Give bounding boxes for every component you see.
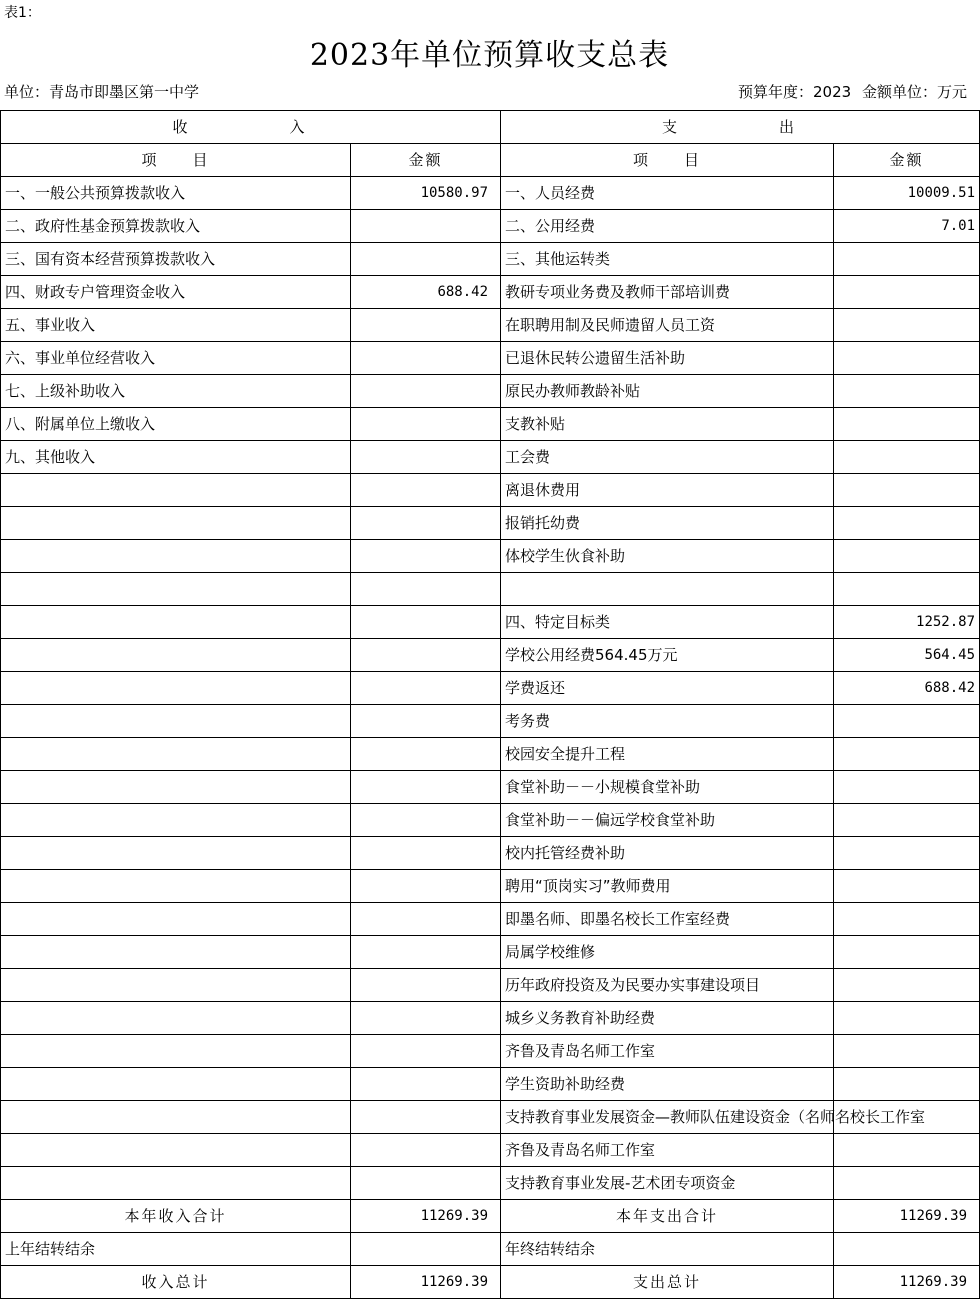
income-item-cell [1,1167,351,1200]
table-row [1,1134,980,1167]
income-item-cell [1,837,351,870]
table-row [1,1101,980,1134]
income-grand-total-value: 11269.39 [351,1266,501,1299]
expense-item-cell: 教研专项业务费及教师干部培训费 [501,276,834,309]
income-amount-cell [351,210,501,243]
income-item-cell [1,804,351,837]
expense-item-cell: 支持教育事业发展资金—教师队伍建设资金（名师名校长工作室 [501,1101,834,1134]
income-amount-cell [351,1167,501,1200]
income-amount-cell [351,738,501,771]
unit-label: 单位：青岛市即墨区第一中学 [4,83,200,101]
income-amount-cell [351,903,501,936]
expense-item-cell: 支教补贴 [501,408,834,441]
expense-item-cell: 报销托幼费 [501,507,834,540]
table-row [1,1068,980,1101]
year-expense-total-label: 本年支出合计 [501,1200,834,1233]
table-row [1,276,980,309]
income-item-cell [1,1101,351,1134]
table-row [1,870,980,903]
expense-amount-cell [834,738,980,771]
expense-grand-total-label: 支出总计 [501,1266,834,1299]
expense-item-cell: 考务费 [501,705,834,738]
income-amount-cell [351,969,501,1002]
expense-amount-cell [834,870,980,903]
amount-unit-label: 金额单位：万元 [861,83,967,101]
income-amount-cell [351,1068,501,1101]
table-row [1,474,980,507]
income-item-cell [1,771,351,804]
table-row [1,969,980,1002]
income-item-cell [1,1002,351,1035]
income-amount-cell: 688.42 [351,276,501,309]
expense-amount-cell [834,375,980,408]
header-row-columns [1,144,980,177]
income-item-cell: 七、上级补助收入 [1,375,351,408]
totals-row [1,1266,980,1299]
income-item-cell [1,903,351,936]
expense-amount-cell [834,408,980,441]
expense-amount-cell [834,243,980,276]
expense-amount-cell [834,441,980,474]
expense-grand-total-value: 11269.39 [834,1266,980,1299]
expense-item-cell: 二、公用经费 [501,210,834,243]
table-row [1,771,980,804]
income-amount-cell [351,507,501,540]
expense-item-cell: 历年政府投资及为民要办实事建设项目 [501,969,834,1002]
income-item-cell [1,606,351,639]
expense-amount-cell: 688.42 [834,672,980,705]
totals-row [1,1233,980,1266]
expense-item-cell: 支持教育事业发展-艺术团专项资金 [501,1167,834,1200]
income-amount-cell [351,408,501,441]
table-row [1,705,980,738]
income-amount-cell [351,441,501,474]
expense-item-cell: 齐鲁及青岛名师工作室 [501,1134,834,1167]
income-amount-cell [351,309,501,342]
header-row-sections [1,111,980,144]
totals-row [1,1200,980,1233]
income-amount-cell: 10580.97 [351,177,501,210]
expense-item-cell: 学费返还 [501,672,834,705]
income-item-cell [1,1068,351,1101]
expense-amount-cell [834,309,980,342]
expense-item-cell: 食堂补助－－偏远学校食堂补助 [501,804,834,837]
budget-meta [732,81,967,102]
income-item-header: 项 目 [1,144,351,177]
income-amount-cell [351,474,501,507]
table-row [1,507,980,540]
income-amount-cell [351,771,501,804]
table-row [1,540,980,573]
carry-in-value [351,1233,501,1266]
table-row [1,903,980,936]
expense-amount-cell [834,1035,980,1068]
income-item-cell: 一、一般公共预算拨款收入 [1,177,351,210]
income-item-cell [1,705,351,738]
expense-amount-cell: 1252.87 [834,606,980,639]
expense-item-cell: 食堂补助－－小规模食堂补助 [501,771,834,804]
income-amount-cell [351,1134,501,1167]
income-amount-cell [351,1035,501,1068]
expense-amount-cell [834,804,980,837]
expense-amount-cell [834,507,980,540]
expense-item-cell [501,573,834,606]
expense-item-cell: 一、人员经费 [501,177,834,210]
expense-item-cell: 学生资助补助经费 [501,1068,834,1101]
income-item-cell: 五、事业收入 [1,309,351,342]
income-item-cell [1,738,351,771]
income-amount-cell [351,837,501,870]
income-amount-cell [351,540,501,573]
table-row [1,738,980,771]
table-row [1,309,980,342]
expense-item-cell: 离退休费用 [501,474,834,507]
carry-out-label: 年终结转结余 [501,1233,834,1266]
table-row [1,210,980,243]
expense-item-cell: 已退休民转公遗留生活补助 [501,342,834,375]
income-item-cell [1,573,351,606]
income-amount-cell [351,573,501,606]
income-item-cell: 九、其他收入 [1,441,351,474]
table-row [1,1167,980,1200]
expense-item-cell: 校内托管经费补助 [501,837,834,870]
table-row [1,573,980,606]
expense-item-cell: 原民办教师教龄补贴 [501,375,834,408]
income-amount-cell [351,639,501,672]
income-item-cell [1,672,351,705]
expense-item-cell: 在职聘用制及民师遗留人员工资 [501,309,834,342]
income-item-cell: 三、国有资本经营预算拨款收入 [1,243,351,276]
table-row [1,936,980,969]
expense-item-cell: 体校学生伙食补助 [501,540,834,573]
income-item-cell [1,639,351,672]
income-amount-cell [351,1002,501,1035]
expense-item-cell: 齐鲁及青岛名师工作室 [501,1035,834,1068]
table-row [1,1035,980,1068]
table-row [1,837,980,870]
income-item-cell [1,507,351,540]
expense-amount-cell: 564.45 [834,639,980,672]
expense-item-cell: 聘用“顶岗实习”教师费用 [501,870,834,903]
table-note: 表1： [4,5,41,21]
income-item-cell: 八、附属单位上缴收入 [1,408,351,441]
expense-item-header: 项 目 [501,144,834,177]
year-income-total-value: 11269.39 [351,1200,501,1233]
expense-amount-cell [834,1068,980,1101]
expense-item-cell: 校园安全提升工程 [501,738,834,771]
expense-amount-cell [834,573,980,606]
expense-amount-cell [834,837,980,870]
expense-item-cell: 工会费 [501,441,834,474]
expense-section-header: 支 出 [501,111,980,144]
expense-item-cell: 四、特定目标类 [501,606,834,639]
table-row [1,639,980,672]
table-row [1,342,980,375]
expense-item-cell: 即墨名师、即墨名校长工作室经费 [501,903,834,936]
expense-amount-cell [834,936,980,969]
income-amount-cell [351,1101,501,1134]
budget-year-label: 预算年度：2023 [738,83,852,101]
income-amount-cell [351,936,501,969]
expense-amount-cell: 10009.51 [834,177,980,210]
income-amount-header: 金额 [351,144,501,177]
income-item-cell [1,870,351,903]
income-section-header: 收 入 [1,111,501,144]
table-row [1,1002,980,1035]
income-item-cell [1,936,351,969]
expense-amount-cell [834,903,980,936]
expense-amount-cell [834,771,980,804]
income-amount-cell [351,606,501,639]
carry-in-label: 上年结转结余 [1,1233,351,1266]
budget-table [0,110,980,1299]
income-grand-total-label: 收入总计 [1,1266,351,1299]
expense-amount-cell [834,540,980,573]
table-row [1,408,980,441]
year-expense-total-value: 11269.39 [834,1200,980,1233]
year-income-total-label: 本年收入合计 [1,1200,351,1233]
expense-amount-cell: 7.01 [834,210,980,243]
income-amount-cell [351,375,501,408]
expense-amount-cell [834,1134,980,1167]
table-row [1,441,980,474]
carry-out-value [834,1233,980,1266]
table-row [1,672,980,705]
table-row [1,804,980,837]
table-row [1,243,980,276]
page-title: 2023年单位预算收支总表 [309,38,670,73]
income-amount-cell [351,342,501,375]
income-item-cell [1,540,351,573]
income-item-cell: 二、政府性基金预算拨款收入 [1,210,351,243]
expense-amount-cell [834,705,980,738]
income-amount-cell [351,804,501,837]
income-item-cell [1,1134,351,1167]
expense-item-cell: 局属学校维修 [501,936,834,969]
table-row [1,606,980,639]
income-item-cell [1,969,351,1002]
expense-amount-cell [834,969,980,1002]
expense-amount-cell [834,1167,980,1200]
income-item-cell: 六、事业单位经营收入 [1,342,351,375]
income-item-cell [1,474,351,507]
income-amount-cell [351,672,501,705]
income-item-cell [1,1035,351,1068]
expense-item-cell: 三、其他运转类 [501,243,834,276]
income-item-cell: 四、财政专户管理资金收入 [1,276,351,309]
expense-amount-cell [834,1002,980,1035]
expense-item-cell: 学校公用经费564.45万元 [501,639,834,672]
expense-item-cell: 城乡义务教育补助经费 [501,1002,834,1035]
table-row [1,177,980,210]
table-row [1,375,980,408]
income-amount-cell [351,243,501,276]
income-amount-cell [351,705,501,738]
expense-amount-cell [834,276,980,309]
expense-amount-header: 金额 [834,144,980,177]
expense-amount-cell [834,474,980,507]
expense-amount-cell [834,342,980,375]
income-amount-cell [351,870,501,903]
